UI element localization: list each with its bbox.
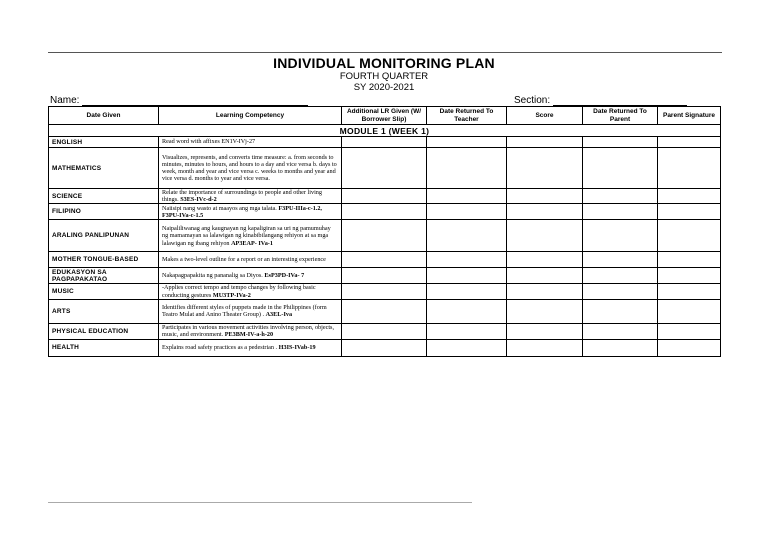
- parent-signature-cell[interactable]: [658, 339, 721, 356]
- name-line[interactable]: [82, 95, 308, 106]
- parent-signature-cell[interactable]: [658, 204, 721, 220]
- col-header-date-given: Date Given: [49, 107, 159, 125]
- col-header-date-returned-parent: Date Returned To Parent: [583, 107, 658, 125]
- lr-given-cell[interactable]: [342, 220, 427, 252]
- date-returned-teacher-cell[interactable]: [427, 189, 507, 204]
- score-cell[interactable]: [507, 252, 583, 268]
- footer-rule: [48, 502, 472, 503]
- subject-cell: EDUKASYON SA PAGPAPAKATAO: [49, 268, 159, 284]
- date-returned-teacher-cell[interactable]: [427, 148, 507, 189]
- competency-cell: [159, 339, 342, 356]
- date-returned-teacher-cell[interactable]: [427, 299, 507, 323]
- competency-text: Visualizes, represents, and converts time measure: a. from seconds to minutes, minutes to hours, and hours to a day and vice versa b. days to week, month and year and vice versa c. weeks to months and year and vice versa d. months to year and vice versa.: [162, 153, 337, 183]
- parent-signature-cell[interactable]: [658, 189, 721, 204]
- lr-given-cell[interactable]: [342, 268, 427, 284]
- col-header-score: Score: [507, 107, 583, 125]
- competency-code: H3IS-IVab-19: [278, 344, 316, 352]
- date-returned-parent-cell[interactable]: [583, 252, 658, 268]
- table-row: [49, 268, 721, 284]
- date-returned-parent-cell[interactable]: [583, 268, 658, 284]
- competency-text: Identifies different styles of puppets made in the Philippines (form Teatro Mulat and Anino Theater Group) .: [162, 304, 327, 319]
- competency-cell: [159, 268, 342, 284]
- page-title: INDIVIDUAL MONITORING PLAN: [273, 55, 495, 71]
- score-cell[interactable]: [507, 339, 583, 356]
- date-returned-parent-cell[interactable]: [583, 339, 658, 356]
- parent-signature-cell[interactable]: [658, 268, 721, 284]
- competency-code: PE3BM-IV-a-h-20: [224, 331, 274, 339]
- competency-text: Participates in various movement activities involving person, objects, music, and environment.: [162, 324, 335, 339]
- subject-cell: SCIENCE: [49, 189, 159, 204]
- competency-cell: [159, 252, 342, 268]
- date-returned-teacher-cell[interactable]: [427, 252, 507, 268]
- table-row: [49, 299, 721, 323]
- parent-signature-cell[interactable]: [658, 284, 721, 299]
- score-cell[interactable]: [507, 268, 583, 284]
- competency-cell: [159, 220, 342, 252]
- date-returned-teacher-cell[interactable]: [427, 220, 507, 252]
- parent-signature-cell[interactable]: [658, 220, 721, 252]
- score-cell[interactable]: [507, 137, 583, 148]
- subject-cell: ARTS: [49, 299, 159, 323]
- module-row: [49, 125, 721, 137]
- competency-code: S3ES-IVc-d-2: [180, 196, 217, 204]
- date-returned-teacher-cell[interactable]: [427, 323, 507, 339]
- section-field[interactable]: [514, 95, 687, 106]
- lr-given-cell[interactable]: [342, 189, 427, 204]
- subject-cell: PHYSICAL EDUCATION: [49, 323, 159, 339]
- subject-rows: [49, 137, 721, 357]
- name-label: Name:: [50, 95, 80, 106]
- table-row: [49, 284, 721, 299]
- competency-cell: [159, 284, 342, 299]
- date-returned-parent-cell[interactable]: [583, 284, 658, 299]
- school-year-label: SY 2020-2021: [353, 82, 415, 93]
- table-row: [49, 189, 721, 204]
- table-row: [49, 339, 721, 356]
- table-row: [49, 252, 721, 268]
- subject-cell: FILIPINO: [49, 204, 159, 220]
- date-returned-parent-cell[interactable]: [583, 137, 658, 148]
- lr-given-cell[interactable]: [342, 137, 427, 148]
- score-cell[interactable]: [507, 189, 583, 204]
- competency-text: Read word with affixes EN1V-IVj-27: [162, 138, 256, 146]
- quarter-label: FOURTH QUARTER: [339, 71, 429, 82]
- competency-cell: [159, 189, 342, 204]
- competency-cell: [159, 204, 342, 220]
- parent-signature-cell[interactable]: [658, 137, 721, 148]
- lr-given-cell[interactable]: [342, 339, 427, 356]
- score-cell[interactable]: [507, 284, 583, 299]
- competency-cell: [159, 137, 342, 148]
- competency-text: Explains road safety practices as a pedestrian .: [162, 344, 278, 352]
- competency-cell: [159, 323, 342, 339]
- date-returned-parent-cell[interactable]: [583, 148, 658, 189]
- date-returned-teacher-cell[interactable]: [427, 284, 507, 299]
- date-returned-teacher-cell[interactable]: [427, 137, 507, 148]
- parent-signature-cell[interactable]: [658, 299, 721, 323]
- monitoring-table: [48, 106, 721, 357]
- col-header-parent-signature: Parent Signature: [658, 107, 721, 125]
- parent-signature-cell[interactable]: [658, 323, 721, 339]
- subject-cell: MATHEMATICS: [49, 148, 159, 189]
- lr-given-cell[interactable]: [342, 299, 427, 323]
- date-returned-teacher-cell[interactable]: [427, 268, 507, 284]
- competency-cell: [159, 299, 342, 323]
- parent-signature-cell[interactable]: [658, 252, 721, 268]
- score-cell[interactable]: [507, 220, 583, 252]
- competency-code: A3EL-Iva: [265, 311, 293, 319]
- lr-given-cell[interactable]: [342, 148, 427, 189]
- col-header-date-returned-teacher: Date Returned To Teacher: [427, 107, 507, 125]
- score-cell[interactable]: [507, 323, 583, 339]
- date-returned-teacher-cell[interactable]: [427, 204, 507, 220]
- lr-given-cell[interactable]: [342, 252, 427, 268]
- date-returned-parent-cell[interactable]: [583, 189, 658, 204]
- table-row: [49, 148, 721, 189]
- lr-given-cell[interactable]: [342, 323, 427, 339]
- subject-cell: MUSIC: [49, 284, 159, 299]
- date-returned-parent-cell[interactable]: [583, 204, 658, 220]
- section-label: Section:: [514, 95, 551, 106]
- subject-cell: HEALTH: [49, 339, 159, 356]
- competency-text: Nakapagpapakita ng pananalig sa Diyos.: [162, 272, 263, 280]
- col-header-additional-lr: Additional LR Given (W/ Borrower Slip): [342, 107, 427, 125]
- competency-text: Naipaliliwanag ang kaugnayan ng kapaligiran sa uri ng pamumuhay ng mamamayan sa lalawigan ng kinabibilangang rehiyon at sa mga lalawigan ng ibang rehiyon: [162, 225, 331, 247]
- competency-cell: [159, 148, 342, 189]
- parent-signature-cell[interactable]: [658, 148, 721, 189]
- table-row: [49, 323, 721, 339]
- section-line[interactable]: [553, 95, 687, 106]
- score-cell[interactable]: [507, 148, 583, 189]
- col-header-learning-competency: Learning Competency: [159, 107, 342, 125]
- subject-cell: ENGLISH: [49, 137, 159, 148]
- subject-cell: MOTHER TONGUE-BASED: [49, 252, 159, 268]
- competency-text: Naiisipi nang wasto at maayos ang mga talata.: [162, 204, 277, 212]
- lr-given-cell[interactable]: [342, 284, 427, 299]
- competency-text: Makes a two-level outline for a report or an interesting experience: [162, 256, 326, 264]
- date-returned-parent-cell[interactable]: [583, 220, 658, 252]
- date-returned-parent-cell[interactable]: [583, 323, 658, 339]
- table-row: [49, 220, 721, 252]
- date-returned-parent-cell[interactable]: [583, 299, 658, 323]
- subject-cell: ARALING PANLIPUNAN: [49, 220, 159, 252]
- table-row: [49, 137, 721, 148]
- score-cell[interactable]: [507, 204, 583, 220]
- table-row: [49, 204, 721, 220]
- top-rule: [48, 52, 722, 53]
- competency-code: MU3TP-IVa-2: [212, 291, 251, 299]
- date-returned-teacher-cell[interactable]: [427, 339, 507, 356]
- name-field[interactable]: [50, 95, 308, 106]
- competency-code: EsP3PD-IVa- 7: [264, 272, 305, 280]
- module-label: MODULE 1 (WEEK 1): [49, 125, 721, 137]
- lr-given-cell[interactable]: [342, 204, 427, 220]
- competency-code: AP3EAP- IVa-1: [231, 239, 273, 247]
- header-row: [49, 107, 721, 125]
- competency-text: -Applies correct tempo and tempo changes by following basic conducting gestures: [162, 284, 316, 299]
- competency-code: F3PU-IIIa-c-1.2, F3PU-IVa-c-1.5: [162, 204, 322, 219]
- score-cell[interactable]: [507, 299, 583, 323]
- competency-text: Relate the importance of surroundings to people and other living things.: [162, 189, 322, 204]
